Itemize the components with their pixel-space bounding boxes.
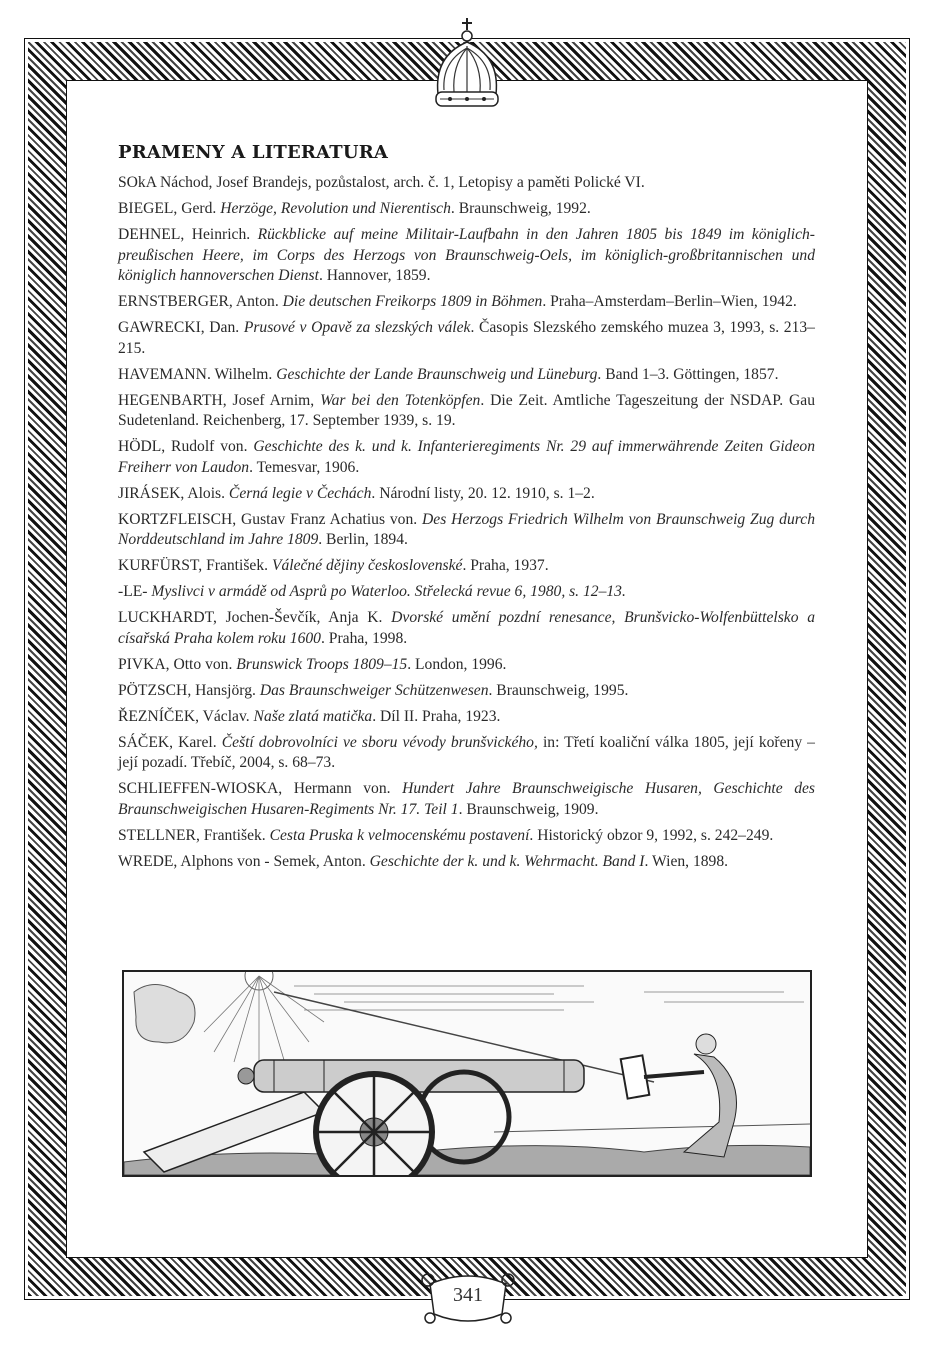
bibliography-entry	[118, 318, 815, 359]
entry-title: Geschichte der k. und k. Wehrmacht. Band I	[369, 852, 645, 870]
bibliography-entry	[118, 173, 815, 194]
bibliography-entry	[118, 826, 815, 847]
entry-title: Geschichte des k. und k. Infanterieregiments Nr. 29 auf immerwährende Zeiten Gideon Freiherr von Laudon	[118, 438, 815, 476]
entry-title: Prusové v Opavě za slezských válek	[243, 319, 471, 336]
bibliography-entry	[118, 681, 815, 702]
entry-author: GAWRECKI, Dan.	[118, 319, 244, 336]
entry-title: Die deutschen Freikorps 1809 in Böhmen	[282, 293, 543, 310]
bibliography-entry	[118, 199, 815, 220]
entry-title: Herzöge, Revolution und Nierentisch	[220, 200, 451, 217]
bibliography-entry	[118, 852, 815, 873]
bibliography-entry	[118, 779, 815, 820]
entry-author: BIEGEL, Gerd.	[118, 200, 221, 217]
entry-author: STELLNER, František.	[118, 826, 270, 844]
entry-author: DEHNEL, Heinrich.	[118, 226, 258, 243]
entry-author: -LE-	[118, 583, 152, 600]
bibliography-entry	[118, 365, 815, 386]
bibliography-entry	[118, 292, 815, 313]
page-number: 341	[453, 1284, 483, 1306]
entry-author: JIRÁSEK, Alois.	[118, 484, 229, 502]
entry-author: PIVKA, Otto von.	[118, 655, 237, 673]
entry-author: ERNSTBERGER, Anton.	[118, 293, 283, 310]
entry-title: Des Herzogs Friedrich Wilhelm von Braunschweig Zug durch Norddeutschland im Jahre 1809	[118, 510, 815, 548]
entry-title: Dvorské umění pozdní renesance, Brunšvicko-Wolfenbüttelsko a císařská Praha kolem roku 1600	[118, 609, 815, 647]
entry-publication: . Band 1–3. Göttingen, 1857.	[597, 365, 779, 383]
entry-author: KORTZFLEISCH, Gustav Franz Achatius von.	[118, 510, 423, 528]
entry-publication: . Praha, 1998.	[320, 629, 408, 647]
entry-publication: . Braunschweig, 1995.	[488, 681, 629, 699]
entry-title: Rückblicke auf meine Militair-Laufbahn in den Jahren 1805 bis 1849 im königlich-preußischen Heere, im Corps des Herzogs von Braunschweig-Oels, im königlich-großbritannischen und königlich hannoverschen Dienst	[118, 226, 815, 284]
entry-author: KURFÜRST, František.	[118, 557, 272, 574]
entry-author: SÁČEK, Karel.	[118, 733, 222, 751]
entry-title: Cesta Pruska k velmocenskému postavení	[269, 826, 530, 844]
bibliography-entry	[118, 733, 815, 774]
bibliography-entry	[118, 391, 815, 432]
entry-author: SOkA Náchod, Josef Brandejs, pozůstalost, arch. č. 1, Letopisy a paměti Polické VI.	[118, 174, 645, 191]
entry-title: Válečné dějiny československé	[271, 557, 463, 574]
entry-author: ŘEZNÍČEK, Václav.	[118, 707, 254, 725]
bibliography-entry	[118, 655, 815, 676]
entry-author: HEGENBARTH, Josef Arnim,	[118, 391, 321, 409]
entry-publication: . Praha–Amsterdam–Berlin–Wien, 1942.	[542, 293, 797, 310]
entry-title: Hundert Jahre Braunschweigische Husaren, Geschichte des Braunschweigischen Husaren-Regiments Nr. 17. Teil 1	[118, 780, 815, 818]
entry-publication: in: Třetí koaliční válka 1805, její kořeny – její pozadí. Třebíč, 2004, s. 68–73.	[118, 733, 815, 771]
entry-title: Naše zlatá matička	[253, 707, 373, 725]
entry-author: WREDE, Alphons von - Semek, Anton.	[118, 852, 370, 870]
page-number-cartouche	[416, 1270, 520, 1326]
entry-publication: . Wien, 1898.	[644, 852, 729, 870]
entry-publication: . Braunschweig, 1909.	[458, 800, 599, 818]
page-title: PRAMENY A LITERATURA	[118, 142, 389, 163]
entry-publication: . Die Zeit. Amtliche Tageszeitung der NSDAP. Gau Sudetenland. Reichenberg, 17. September 1939, s. 19.	[118, 391, 816, 429]
entry-title: War bei den Totenköpfen	[320, 391, 481, 409]
entry-title: Myslivci v armádě od Asprů po Waterloo. Střelecká revue 6, 1980, s. 12–13.	[151, 583, 626, 600]
bibliography-entry	[118, 707, 815, 728]
entry-publication: . Hannover, 1859.	[318, 267, 431, 284]
entry-author: HAVEMANN. Wilhelm.	[118, 365, 277, 383]
entry-publication: . Historický obzor 9, 1992, s. 242–249.	[529, 826, 774, 844]
bibliography-entry	[118, 225, 815, 287]
bibliography-entry	[118, 608, 815, 649]
entry-publication: . Braunschweig, 1992.	[450, 200, 591, 217]
crown-ornament-icon	[428, 16, 506, 112]
bibliography-list	[118, 173, 815, 872]
entry-author: SCHLIEFFEN-WIOSKA, Hermann von.	[118, 780, 403, 797]
entry-title: Das Braunschweiger Schützenwesen	[259, 681, 489, 699]
entry-author: HÖDL, Rudolf von.	[118, 438, 254, 455]
bibliography-entry	[118, 437, 815, 478]
entry-title: Čeští dobrovolníci ve sboru vévody brunšvického,	[221, 733, 538, 751]
cannon-engraving-illustration	[122, 970, 812, 1177]
entry-title: Geschichte der Lande Braunschweig und Lüneburg	[276, 365, 598, 383]
bibliography-entry	[118, 510, 815, 551]
entry-publication: . Berlin, 1894.	[318, 531, 408, 548]
entry-author: PÖTZSCH, Hansjörg.	[118, 681, 260, 699]
entry-publication: . London, 1996.	[407, 655, 507, 673]
bibliography-section	[118, 142, 815, 878]
entry-publication: . Národní listy, 20. 12. 1910, s. 1–2.	[371, 484, 595, 502]
entry-publication: . Díl II. Praha, 1923.	[372, 707, 501, 725]
entry-title: Černá legie v Čechách	[228, 484, 372, 502]
entry-publication: . Časopis Slezského zemského muzea 3, 1993, s. 213–215.	[118, 319, 815, 357]
entry-publication: . Praha, 1937.	[462, 557, 549, 574]
entry-title: Brunswick Troops 1809–15	[236, 655, 408, 673]
entry-publication: . Temesvar, 1906.	[249, 458, 360, 476]
bibliography-entry	[118, 582, 815, 603]
bibliography-entry	[118, 556, 815, 577]
bibliography-entry	[118, 484, 815, 505]
entry-author: LUCKHARDT, Jochen-Ševčík, Anja K.	[118, 609, 392, 626]
cannon-engraving-image	[124, 972, 810, 1175]
